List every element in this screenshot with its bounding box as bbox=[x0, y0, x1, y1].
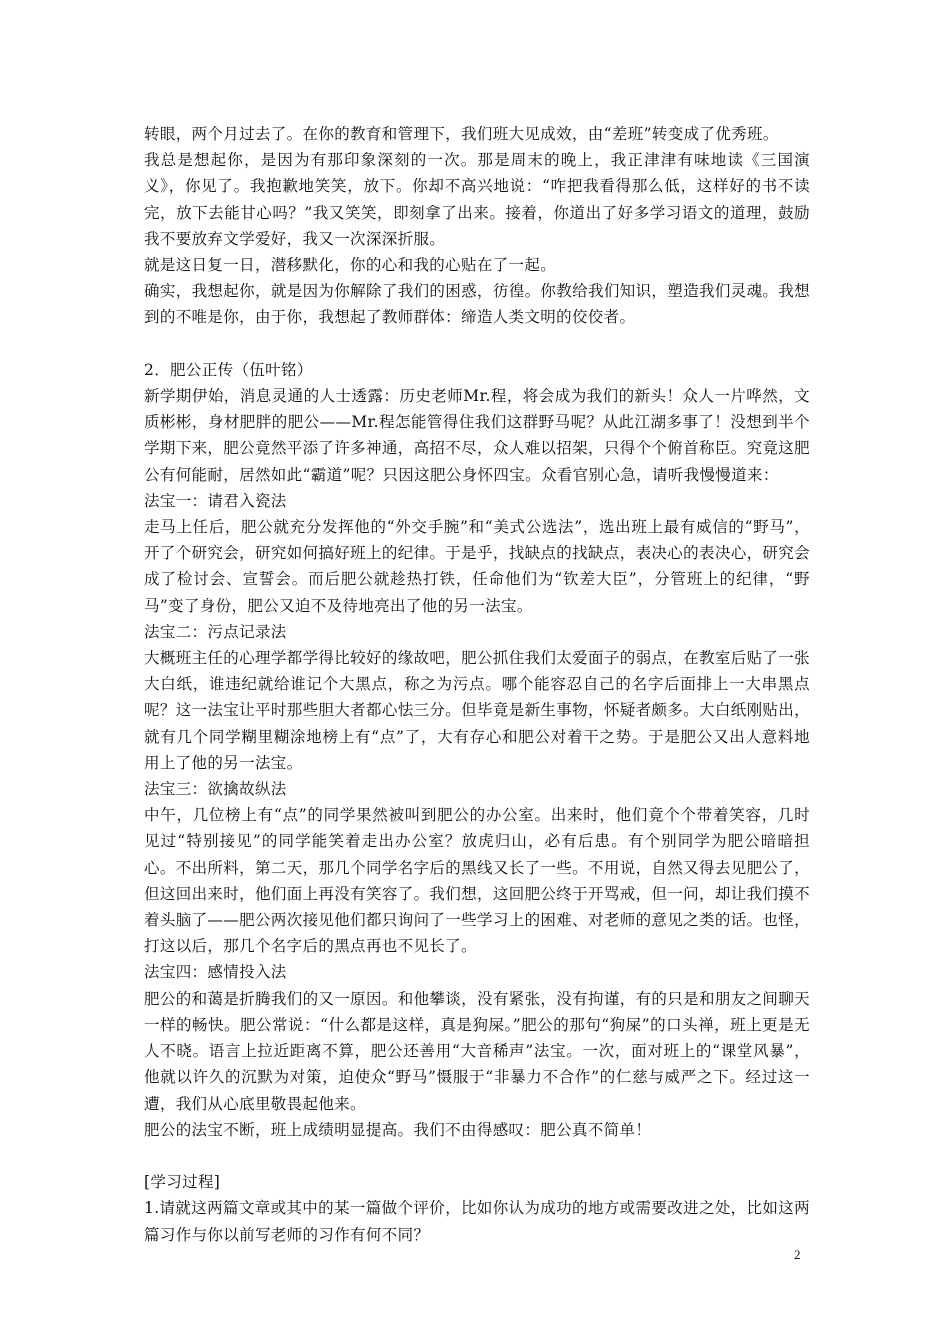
paragraph-transformation: 转眼，两个月过去了。在你的教育和管理下，我们班大见成效，由“差班”转变成了优秀班。 bbox=[144, 125, 779, 143]
treasure-heading: 法宝二：污点记录法 bbox=[144, 622, 287, 641]
treasure-heading: 法宝三：欲擒故纵法 bbox=[144, 780, 287, 799]
document-body bbox=[144, 121, 810, 1248]
treasure-heading: 法宝一：请君入瓷法 bbox=[144, 491, 287, 510]
paragraph-closing: 肥公的法宝不断，班上成绩明显提高。我们不由得感叹：肥公真不简单！ bbox=[144, 1120, 652, 1139]
paragraph-memory: 我总是想起你，是因为有那印象深刻的一次。那是周末的晚上，我正津津有味地读《三国演义》，你见了。我抱歉地笑笑，放下。你却不高兴地说：“咋把我看得那么低，这样好的书不读完，放下去能甘心吗？”我又笑笑，即刻拿了出来。接着，你道出了好多学习语文的道理，鼓励我不要放弃文学爱好，我又一次深深折服。 bbox=[144, 151, 810, 248]
paragraph-intro: 新学期伊始，消息灵通的人士透露：历史老师Mr.程，将会成为我们的新头！众人一片哗然，文质彬彬，身材肥胖的肥公——Mr.程怎能管得住我们这群野马呢？从此江湖多事了！没想到半个学期下来，肥公竟然平添了许多神通，高招不尽，众人难以招架，只得个个俯首称臣。究竟这肥公有何能耐，居然如此“霸道”呢？只因这肥公身怀四宝。众看官别心急，请听我慢慢道来： bbox=[144, 387, 810, 484]
treasure-text: 中午，几位榜上有“点”的同学果然被叫到肥公的办公室。出来时，他们竟个个带着笑容，几时见过“特别接见”的同学能笑着走出办公室？放虎归山，必有后患。有个别同学为肥公暗暗担心。不出所料，第二天，那几个同学名字后的黑线又长了一些。不用说，自然又得去见肥公了，但这回出来时，他们面上再没有笑容了。我们想，这回肥公终于开骂戒，但一问，却让我们摸不着头脑了——肥公两次接见他们都只询问了一些学习上的困难、对老师的意见之类的话。也怪，打这以后，那几个名字后的黑点再也不见长了。 bbox=[144, 806, 810, 956]
spacer bbox=[144, 1143, 810, 1169]
question-item: 1.请就这两篇文章或其中的某一篇做个评价，比如你认为成功的地方或需要改进之处，比如这两篇习作与你以前写老师的习作有何不同？ bbox=[144, 1199, 810, 1244]
section-title: 2．肥公正传（伍叶铭） bbox=[144, 360, 313, 379]
study-heading: [学习过程] bbox=[144, 1173, 221, 1192]
treasure-heading: 法宝四：感情投入法 bbox=[144, 963, 287, 982]
treasure-text: 走马上任后，肥公就充分发挥他的“外交手腕”和“美式公选法”，选出班上最有威信的“野马”，开了个研究会，研究如何搞好班上的纪律。于是乎，找缺点的找缺点，表决心的表决心，研究会成了检讨会、宣誓会。而后肥公就趁热打铁，任命他们为“钦差大臣”，分管班上的纪律，“野马”变了身份，肥公又迫不及待地亮出了他的另一法宝。 bbox=[144, 518, 810, 615]
treasure-text: 肥公的和蔼是折腾我们的又一原因。和他攀谈，没有紧张，没有拘谨，有的只是和朋友之间聊天一样的畅快。肥公常说：“什么都是这样，真是狗屎。”肥公的那句“狗屎”的口头禅，班上更是无人不晓。语言上拉近距离不算，肥公还善用“大音稀声”法宝。一次，面对班上的“课堂风暴”，他就以许久的沉默为对策，迫使众“野马”慑服于“非暴力不合作”的仁慈与威严之下。经过这一遭，我们从心底里敬畏起他来。 bbox=[144, 989, 810, 1113]
spacer bbox=[144, 331, 810, 357]
treasure-text: 大概班主任的心理学都学得比较好的缘故吧，肥公抓住我们太爱面子的弱点，在教室后贴了一张大白纸，谁违纪就给谁记个大黑点，称之为污点。哪个能容忍自己的名字后面排上一大串黑点呢？这一法宝让平时那些胆大者都心怯三分。但毕竟是新生事物，怀疑者颇多。大白纸刚贴出，就有几个同学糊里糊涂地榜上有“点”了，大有存心和肥公对着干之势。于是肥公又出人意料地用上了他的另一法宝。 bbox=[144, 649, 810, 772]
paragraph-hearts: 就是这日复一日，潜移默化，你的心和我的心贴在了一起。 bbox=[144, 256, 557, 275]
paragraph-teachers: 确实，我想起你，就是因为你解除了我们的困惑，彷徨。你教给我们知识，塑造我们灵魂。我想到的不唯是你，由于你，我想起了教师群体：缔造人类文明的佼佼者。 bbox=[144, 282, 810, 327]
page-number: 2 bbox=[794, 1247, 801, 1262]
